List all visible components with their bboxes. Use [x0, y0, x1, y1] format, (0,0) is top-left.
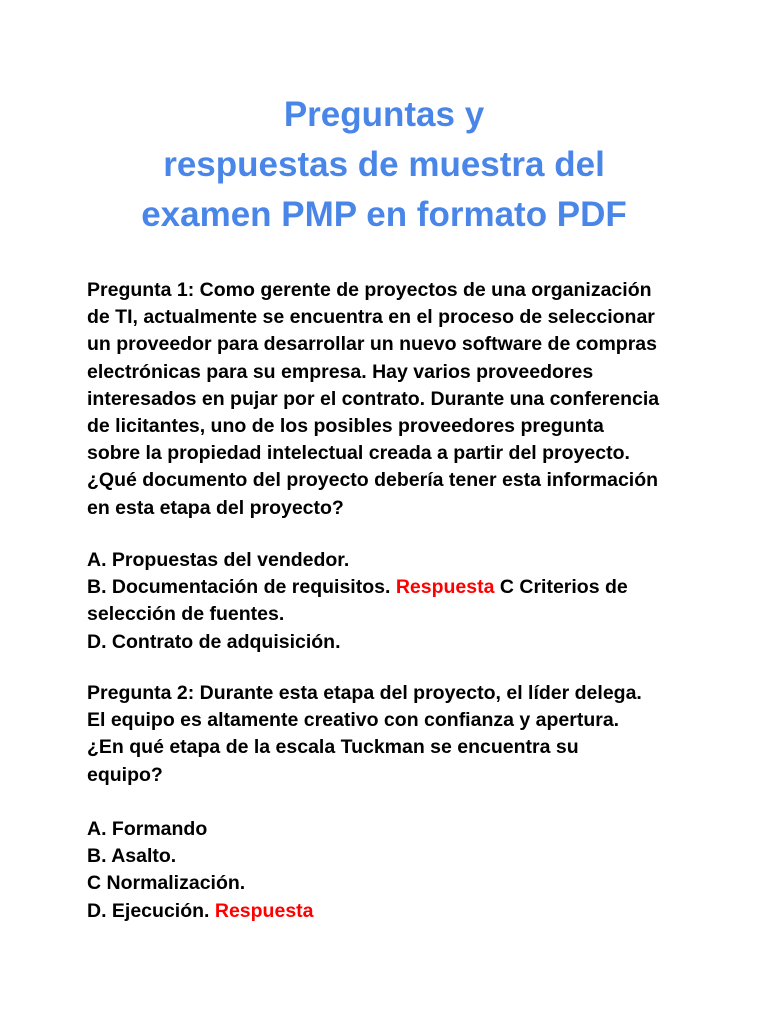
question-line: Pregunta 2: Durante esta etapa del proyecto, el líder delega. [87, 682, 642, 704]
question-line: electrónicas para su empresa. Hay varios proveedores [87, 360, 594, 383]
question-line: de TI, actualmente se encuentra en el proceso de seleccionar [87, 306, 655, 329]
question-1-options [87, 547, 687, 656]
question-line: ¿En qué etapa de la escala Tuckman se encuentra su [87, 736, 579, 759]
option-b-text: B. Documentación de requisitos. [87, 576, 396, 599]
answer-marker: Respuesta [395, 576, 495, 599]
option-c-start: C Criterios de [494, 576, 628, 599]
question-line: interesados en pujar por el contrato. Durante una conferencia [87, 387, 660, 410]
question-line: sobre la propiedad intelectual creada a partir del proyecto. [87, 442, 630, 465]
option-d: D. Contrato de adquisición. [87, 630, 341, 653]
question-2-options [87, 816, 687, 925]
question-line: Pregunta 1: Como gerente de proyectos de una organización [87, 279, 652, 301]
option-c: C Normalización. [87, 872, 246, 895]
page-title [0, 90, 768, 240]
question-line: de licitantes, uno de los posibles proveedores pregunta [87, 415, 604, 438]
question-line: equipo? [87, 763, 163, 786]
question-line: un proveedor para desarrollar un nuevo software de compras [87, 333, 657, 356]
option-a: A. Propuestas del vendedor. [87, 549, 350, 571]
title-line: Preguntas y [283, 95, 485, 134]
option-c: selección de fuentes. [87, 603, 285, 626]
option-b [87, 574, 687, 601]
answer-marker: Respuesta [214, 899, 314, 922]
option-d [87, 898, 687, 925]
option-b: B. Asalto. [87, 845, 177, 868]
question-line: en esta etapa del proyecto? [87, 496, 344, 519]
question-2-text [87, 680, 687, 789]
title-line: examen PMP en formato PDF [141, 195, 627, 234]
question-line: El equipo es altamente creativo con confianza y apertura. [87, 709, 620, 732]
option-d-text: D. Ejecución. [87, 899, 215, 922]
question-line: ¿Qué documento del proyecto debería tener esta información [87, 469, 659, 492]
title-line: respuestas de muestra del [163, 145, 605, 184]
question-1-text [87, 277, 687, 522]
option-a: A. Formando [87, 818, 208, 840]
